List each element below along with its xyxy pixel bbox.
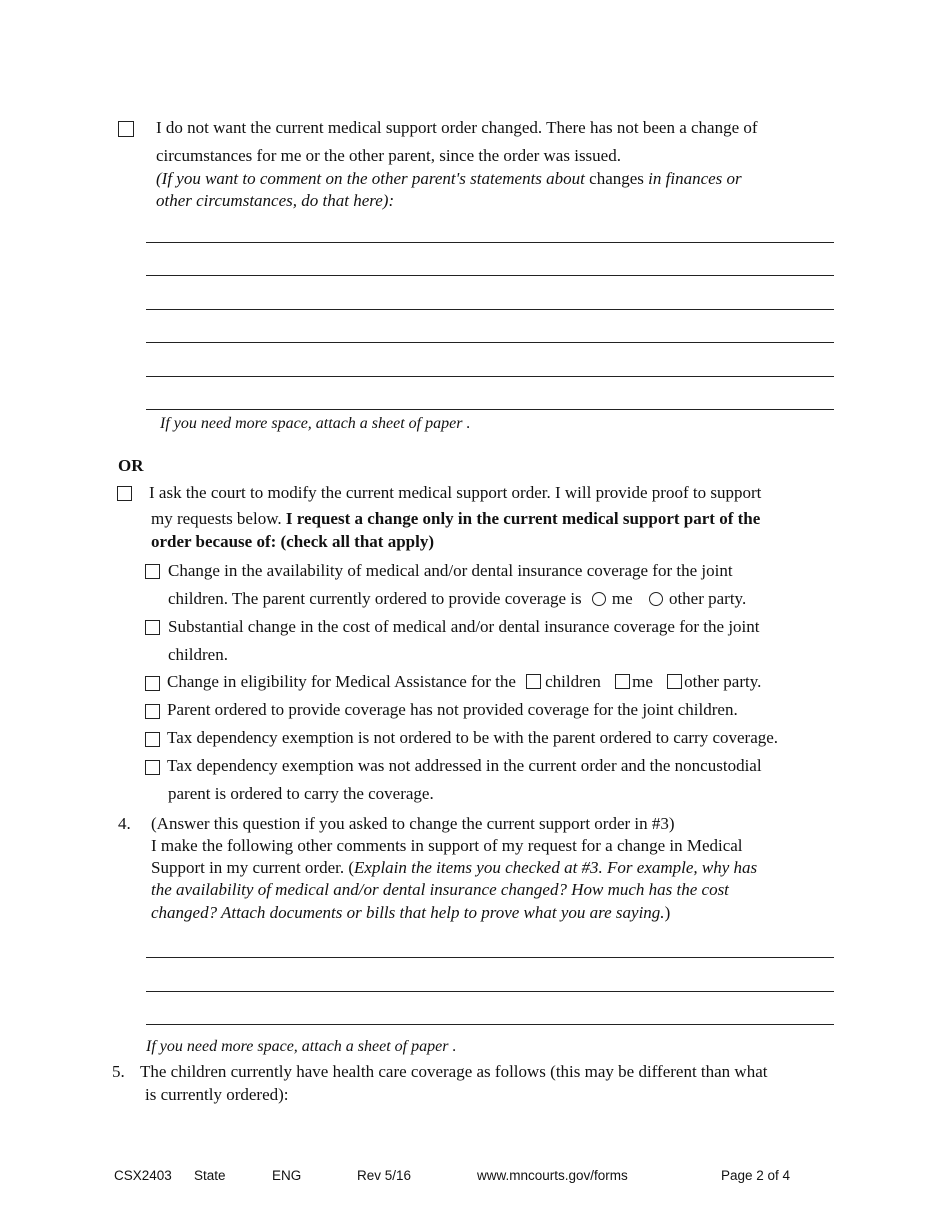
no-change-checkbox[interactable] xyxy=(118,121,134,137)
item4-comment-line-1[interactable] xyxy=(146,957,834,958)
eligibility-change-text: Change in eligibility for Medical Assistance for the xyxy=(167,672,516,691)
no-change-instruction-italic1: (If you want to comment on the other parent's statements about xyxy=(156,169,585,188)
tax-exemption-not-addressed-line2: parent is ordered to carry the coverage. xyxy=(168,784,434,803)
comment-line-5[interactable] xyxy=(146,376,834,377)
no-change-line2: circumstances for me or the other parent, since the order was issued. xyxy=(156,146,621,165)
cost-change-checkbox[interactable] xyxy=(145,620,160,635)
modify-checkbox[interactable] xyxy=(117,486,132,501)
item4-line4: the availability of medical and/or dental insurance changed? How much has the cost xyxy=(151,880,729,899)
availability-change-line1: Change in the availability of medical and/or dental insurance coverage for the joint xyxy=(168,561,733,580)
coverage-other-party-label: other party. xyxy=(668,589,747,608)
item5-number: 5. xyxy=(112,1062,125,1081)
modify-line3: order because of: (check all that apply) xyxy=(151,532,434,551)
item4-line2: I make the following other comments in support of my request for a change in Medical xyxy=(151,836,743,855)
eligibility-children-label: children xyxy=(545,672,601,691)
availability-change-checkbox[interactable] xyxy=(145,564,160,579)
no-change-instruction-plain: changes xyxy=(584,169,649,188)
footer-page-number: Page 2 of 4 xyxy=(721,1168,791,1183)
footer-jurisdiction: State xyxy=(194,1168,226,1183)
item4-line3 xyxy=(151,858,757,878)
item4-line5-italic: changed? Attach documents or bills that help to prove what you are saying. xyxy=(151,903,665,922)
availability-change-line2 xyxy=(168,589,746,609)
comment-line-1[interactable] xyxy=(146,242,834,243)
item4-line1: (Answer this question if you asked to change the current support order in #3) xyxy=(151,814,675,833)
footer-form-id: CSX2403 xyxy=(114,1168,172,1183)
modify-line2 xyxy=(151,509,760,529)
item4-comment-line-3[interactable] xyxy=(146,1024,834,1025)
comment-line-3[interactable] xyxy=(146,309,834,310)
eligibility-other-party-checkbox[interactable] xyxy=(667,674,682,689)
item4-comment-line-2[interactable] xyxy=(146,991,834,992)
item4-line5 xyxy=(151,903,670,923)
comment-line-2[interactable] xyxy=(146,275,834,276)
item5-line1: The children currently have health care coverage as follows (this may be different than what xyxy=(140,1062,768,1081)
not-provided-line: Parent ordered to provide coverage has not provided coverage for the joint children. xyxy=(167,700,738,719)
more-space-note: If you need more space, attach a sheet of paper . xyxy=(160,415,471,432)
modify-line2-plain: my requests below. xyxy=(151,509,286,528)
eligibility-change-checkbox[interactable] xyxy=(145,676,160,691)
availability-change-line2-text: children. The parent currently ordered to provide coverage is xyxy=(168,589,582,608)
footer-url[interactable]: www.mncourts.gov/forms xyxy=(477,1168,628,1183)
item4-line3-plain: Support in my current order. ( xyxy=(151,858,355,877)
footer-language: ENG xyxy=(272,1168,302,1183)
eligibility-change-line xyxy=(167,672,761,692)
no-change-instruction-line2: other circumstances, do that here): xyxy=(156,191,395,210)
eligibility-me-checkbox[interactable] xyxy=(615,674,630,689)
cost-change-line1: Substantial change in the cost of medical and/or dental insurance coverage for the joint xyxy=(168,617,760,636)
tax-exemption-not-addressed-line1: Tax dependency exemption was not addressed in the current order and the noncustodial xyxy=(167,756,762,775)
item4-line3-italic: Explain the items you checked at #3. For example, why has xyxy=(354,858,758,877)
coverage-other-party-radio[interactable] xyxy=(649,592,663,606)
coverage-me-label: me xyxy=(611,589,633,608)
no-change-instruction xyxy=(156,169,742,189)
or-label: OR xyxy=(118,456,144,475)
comment-line-4[interactable] xyxy=(146,342,834,343)
tax-exemption-not-ordered-line: Tax dependency exemption is not ordered to be with the parent ordered to carry coverage. xyxy=(167,728,779,747)
comment-line-6[interactable] xyxy=(146,409,834,410)
tax-exemption-not-addressed-checkbox[interactable] xyxy=(145,760,160,775)
no-change-line1: I do not want the current medical support order changed. There has not been a change of xyxy=(156,118,758,137)
item4-number: 4. xyxy=(118,814,131,833)
eligibility-other-party-label: other party. xyxy=(684,672,762,691)
cost-change-line2: children. xyxy=(168,645,228,664)
modify-line1: I ask the court to modify the current medical support order. I will provide proof to support xyxy=(149,483,762,502)
footer-revision: Rev 5/16 xyxy=(357,1168,412,1183)
modify-line2-bold: I request a change only in the current medical support part of the xyxy=(285,509,761,528)
not-provided-checkbox[interactable] xyxy=(145,704,160,719)
no-change-instruction-italic2: in finances or xyxy=(648,169,742,188)
eligibility-children-checkbox[interactable] xyxy=(526,674,541,689)
coverage-me-radio[interactable] xyxy=(592,592,606,606)
item5-line2: is currently ordered): xyxy=(145,1085,289,1104)
tax-exemption-not-ordered-checkbox[interactable] xyxy=(145,732,160,747)
item4-line5-end: ) xyxy=(664,903,671,922)
eligibility-me-label: me xyxy=(632,672,653,691)
item4-more-space-note: If you need more space, attach a sheet of paper . xyxy=(146,1038,457,1055)
